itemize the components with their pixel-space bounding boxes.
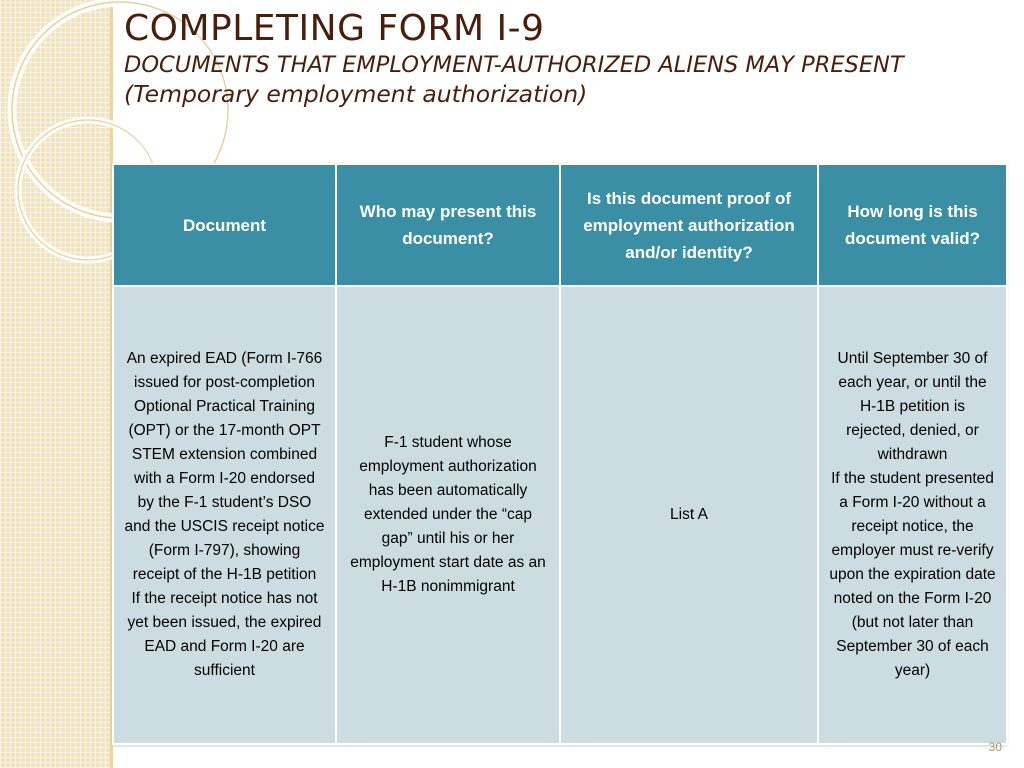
header-proof-type: Is this document proof of employment authorization and/or identity? bbox=[560, 164, 818, 286]
document-text-2: If the receipt notice has not yet been issued, the expired EAD and Form I-20 are sufficient bbox=[127, 590, 322, 679]
cell-validity bbox=[818, 286, 1007, 744]
slide-subtitle-main: DOCUMENTS THAT EMPLOYMENT-AUTHORIZED ALIENS MAY PRESENT bbox=[124, 52, 904, 78]
slide-subtitle-paren: (Temporary employment authorization) bbox=[124, 80, 588, 108]
page-number: 30 bbox=[988, 740, 1002, 754]
slide-title: COMPLETING FORM I-9 bbox=[124, 8, 545, 49]
slide-subtitle bbox=[124, 51, 1004, 110]
header-document: Document bbox=[113, 164, 336, 286]
document-text-1: An expired EAD (Form I-766 issued for post-completion Optional Practical Training (OPT) or the 17-month OPT STEM extension combined with a Form I-20 endorsed by the F-1 student’s DSO and the USCIS receipt notice (Form I-797), showing receipt of the H-1B petition bbox=[124, 350, 325, 583]
cell-document bbox=[113, 286, 336, 744]
documents-table bbox=[112, 163, 1008, 745]
header-who-may-present: Who may present this document? bbox=[336, 164, 560, 286]
validity-text-2: If the student presented a Form I-20 without a receipt notice, the employer must re-verify upon the expiration date noted on the Form I-20 (but not later than September 30 of each year) bbox=[829, 470, 996, 679]
table-row bbox=[113, 286, 1007, 744]
cell-proof-type: List A bbox=[560, 286, 818, 744]
table-header-row bbox=[113, 164, 1007, 286]
validity-text-1: Until September 30 of each year, or until the H-1B petition is rejected, denied, or withdrawn bbox=[837, 350, 988, 463]
slide-title-block bbox=[124, 8, 1004, 110]
documents-table-container bbox=[112, 163, 1006, 745]
header-validity: How long is this document valid? bbox=[818, 164, 1007, 286]
cell-who-may-present: F-1 student whose employment authorization has been automatically extended under the “cap gap” until his or her employment start date as an H-1B nonimmigrant bbox=[336, 286, 560, 744]
decorative-side-strip bbox=[0, 0, 112, 768]
